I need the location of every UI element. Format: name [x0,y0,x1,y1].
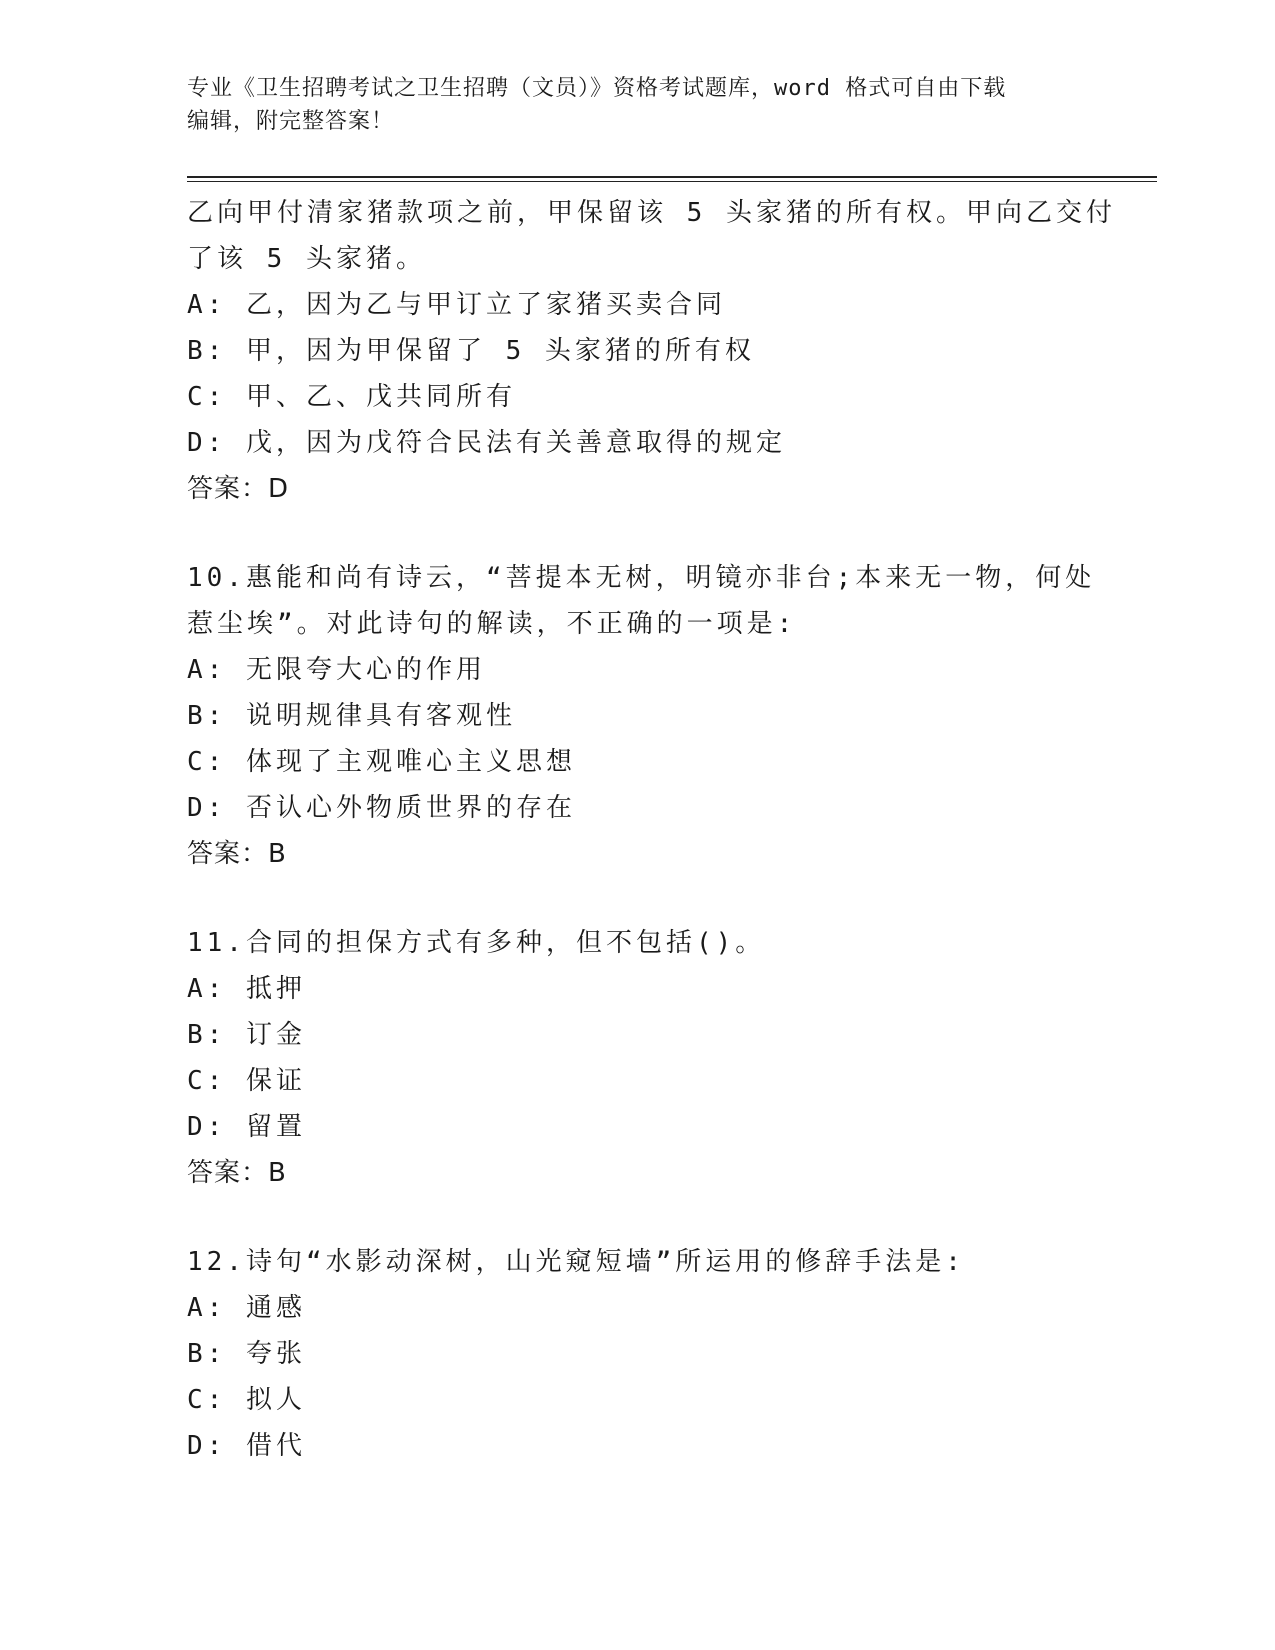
question-block [187,1239,1087,1469]
question-block [187,555,1096,877]
answer-line: 答案：D [187,474,290,504]
option-a: A: 通感 [187,1293,306,1323]
option-b: B: 夸张 [187,1339,306,1369]
answer-line: 答案：B [187,839,287,869]
option-c: C: 甲、乙、戊共同所有 [187,382,516,412]
option-a: A: 无限夸大心的作用 [187,655,486,685]
option-d: D: 否认心外物质世界的存在 [187,793,576,823]
answer-line: 答案：B [187,1158,287,1188]
option-d: D: 戊，因为戊符合民法有关善意取得的规定 [187,428,786,458]
question-block [187,920,1087,1196]
option-c: C: 保证 [187,1066,306,1096]
question-stem: 10.惠能和尚有诗云，“菩提本无树，明镜亦非台;本来无一物，何处 [187,563,1096,593]
question-stem: 惹尘埃”。对此诗句的解读，不正确的一项是: [187,609,797,639]
question-list [187,190,1116,1469]
option-d: D: 借代 [187,1431,306,1461]
question-block [187,190,1116,512]
question-stem: 12.诗句“水影动深树，山光窥短墙”所运用的修辞手法是: [187,1247,965,1277]
document-header: 专业《卫生招聘考试之卫生招聘（文员）》资格考试题库，word 格式可自由下载 编辑，附完整答案！ [187,76,1007,134]
option-a: A: 抵押 [187,974,306,1004]
question-stem: 11.合同的担保方式有多种，但不包括()。 [187,928,766,958]
option-a: A: 乙，因为乙与甲订立了家猪买卖合同 [187,290,726,320]
option-b: B: 甲，因为甲保留了 5 头家猪的所有权 [187,336,755,366]
question-stem: 了该 5 头家猪。 [187,244,426,274]
option-d: D: 留置 [187,1112,306,1142]
header-rule [187,176,1157,178]
option-c: C: 体现了主观唯心主义思想 [187,747,576,777]
question-stem: 乙向甲付清家猪款项之前，甲保留该 5 头家猪的所有权。甲向乙交付 [187,198,1116,228]
header-rule-thin [187,181,1157,182]
option-b: B: 说明规律具有客观性 [187,701,516,731]
option-c: C: 拟人 [187,1385,306,1415]
option-b: B: 订金 [187,1020,306,1050]
